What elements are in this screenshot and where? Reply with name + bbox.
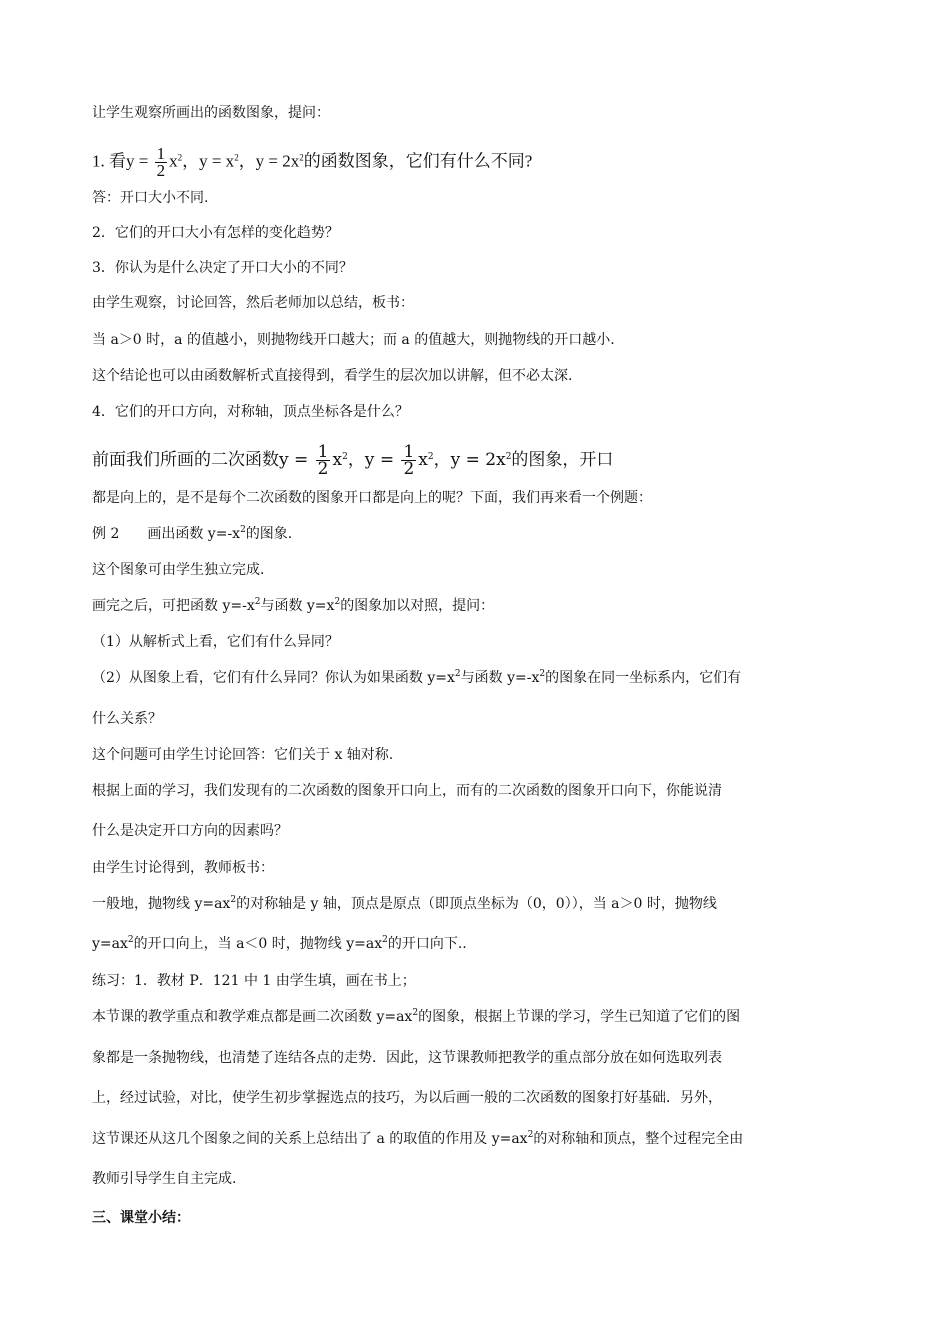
- text: x: [169, 151, 178, 171]
- text: ，y =: [347, 450, 400, 470]
- text: 这节课还从这几个图象之间的关系上总结出了 a 的取值的作用及 y=ax: [92, 1131, 528, 1147]
- text: 的对称轴是 y 轴，顶点是原点（即顶点坐标为（0，0）），当 a＞0 时，抛物线: [236, 896, 717, 912]
- text: =: [134, 151, 153, 171]
- text: 一般地，抛物线 y=ax: [92, 896, 231, 912]
- exponent: 2: [342, 452, 348, 462]
- text: 与函数 y=-x: [460, 670, 540, 686]
- text: 前面我们所画的二次函数y =: [92, 450, 314, 470]
- denominator: 2: [317, 459, 329, 479]
- paragraph: 什么是决定开口方向的因素吗？: [92, 823, 288, 839]
- board-note: [92, 934, 467, 954]
- fraction: [155, 146, 168, 179]
- text: 的图象在同一坐标系内，它们有: [545, 670, 742, 686]
- question-2: 2．它们的开口大小有怎样的变化趋势？: [92, 225, 339, 241]
- exponent: 2: [127, 935, 134, 945]
- exponent: 2: [527, 1130, 534, 1140]
- paragraph: 由学生观察，讨论回答，然后老师加以总结，板书：: [92, 295, 414, 311]
- text: 画完之后，可把函数 y=-x: [92, 598, 255, 614]
- answer: 答：开口大小不同.: [92, 190, 209, 206]
- paragraph: 这个图象可由学生独立完成.: [92, 562, 265, 578]
- example-2: [92, 524, 292, 544]
- text: 例 2 画出函数 y=-x: [92, 526, 241, 542]
- paragraph: 根据上面的学习，我们发现有的二次函数的图象开口向上，而有的二次函数的图象开口向下，你能说清: [92, 783, 722, 799]
- text: 的图象，开口: [511, 450, 614, 470]
- paragraph: [92, 1007, 740, 1027]
- text: 的图象加以对照，提问：: [340, 598, 495, 614]
- paragraph: 都是向上的，是不是每个二次函数的图象开口都是向上的呢？下面，我们再来看一个例题：: [92, 490, 652, 506]
- exponent: 2: [334, 597, 341, 607]
- paragraph: 由学生讨论得到，教师板书：: [92, 860, 274, 876]
- paragraph-with-formula: [92, 444, 613, 477]
- exponent: 2: [240, 525, 246, 535]
- question-4: 4．它们的开口方向，对称轴，顶点坐标各是什么？: [92, 404, 409, 420]
- section-heading: 三、课堂小结：: [92, 1210, 190, 1226]
- exponent: 2: [427, 452, 434, 462]
- numerator: 1: [403, 442, 415, 462]
- paragraph: 什么关系？: [92, 711, 162, 727]
- numerator: 1: [156, 144, 166, 163]
- question-3: 3．你认为是什么决定了开口大小的不同？: [92, 260, 353, 276]
- exponent: 2: [234, 152, 239, 163]
- board-note: [92, 894, 717, 914]
- text: y: [126, 151, 135, 171]
- paragraph: [92, 1129, 743, 1149]
- paragraph: 这个结论也可以由函数解析式直接得到，看学生的层次加以讲解，但不必太深.: [92, 368, 573, 384]
- board-note: 当 a＞0 时，a 的值越小，则抛物线开口越大；而 a 的值越大，则抛物线的开口越小.: [92, 332, 615, 348]
- text: ，y = x: [182, 151, 235, 171]
- exponent: 2: [299, 152, 304, 163]
- question-1: [92, 146, 532, 179]
- paragraph: 这个问题可由学生讨论回答：它们关于 x 轴对称.: [92, 747, 394, 763]
- exponent: 2: [382, 935, 388, 945]
- text: ，y = 2x: [238, 151, 300, 171]
- exponent: 2: [230, 895, 237, 905]
- text: 与函数 y=x: [260, 598, 335, 614]
- sub-question-2: [92, 668, 741, 688]
- denominator: 2: [156, 161, 166, 180]
- exponent: 2: [177, 152, 183, 163]
- fraction: [316, 444, 331, 477]
- text: 的图象.: [245, 526, 293, 542]
- exponent: 2: [505, 452, 512, 462]
- text: 的开口向上，当 a＜0 时，抛物线 y=ax: [133, 936, 383, 952]
- paragraph: [92, 596, 494, 616]
- exercise: 练习：1．教材 P．121 中 1 由学生填，画在书上；: [92, 973, 416, 989]
- fraction: [401, 444, 416, 477]
- exponent: 2: [539, 669, 546, 679]
- exponent: 2: [454, 669, 461, 679]
- paragraph: 让学生观察所画出的函数图象，提问：: [92, 105, 330, 121]
- sub-question-1: （1）从解析式上看，它们有什么异同？: [92, 634, 339, 650]
- denominator: 2: [403, 459, 415, 479]
- text: x: [418, 450, 428, 470]
- text: 的对称轴和顶点，整个过程完全由: [533, 1131, 744, 1147]
- paragraph: 象都是一条抛物线，也清楚了连结各点的走势．因此，这节课教师把教学的重点部分放在如何选取列表: [92, 1050, 722, 1066]
- exponent: 2: [412, 1008, 419, 1018]
- paragraph: 教师引导学生自主完成.: [92, 1171, 237, 1187]
- paragraph: 上，经过试验，对比，使学生初步掌握选点的技巧，为以后画一般的二次函数的图象打好基础．另外，: [92, 1090, 722, 1106]
- text: y=ax: [92, 936, 128, 952]
- text: （2）从图象上看，它们有什么异同？你认为如果函数 y=x: [92, 670, 455, 686]
- text: x: [332, 450, 343, 470]
- exponent: 2: [254, 597, 261, 607]
- text: 本节课的教学重点和教学难点都是画二次函数 y=ax: [92, 1009, 413, 1025]
- text: ，y = 2x: [433, 450, 506, 470]
- text: 1. 看: [92, 151, 126, 171]
- text: 的函数图象，它们有什么不同?: [303, 151, 533, 171]
- text: 的开口向下..: [387, 936, 467, 952]
- numerator: 1: [317, 442, 329, 462]
- text: 的图象，根据上节课的学习，学生已知道了它们的图: [418, 1009, 741, 1025]
